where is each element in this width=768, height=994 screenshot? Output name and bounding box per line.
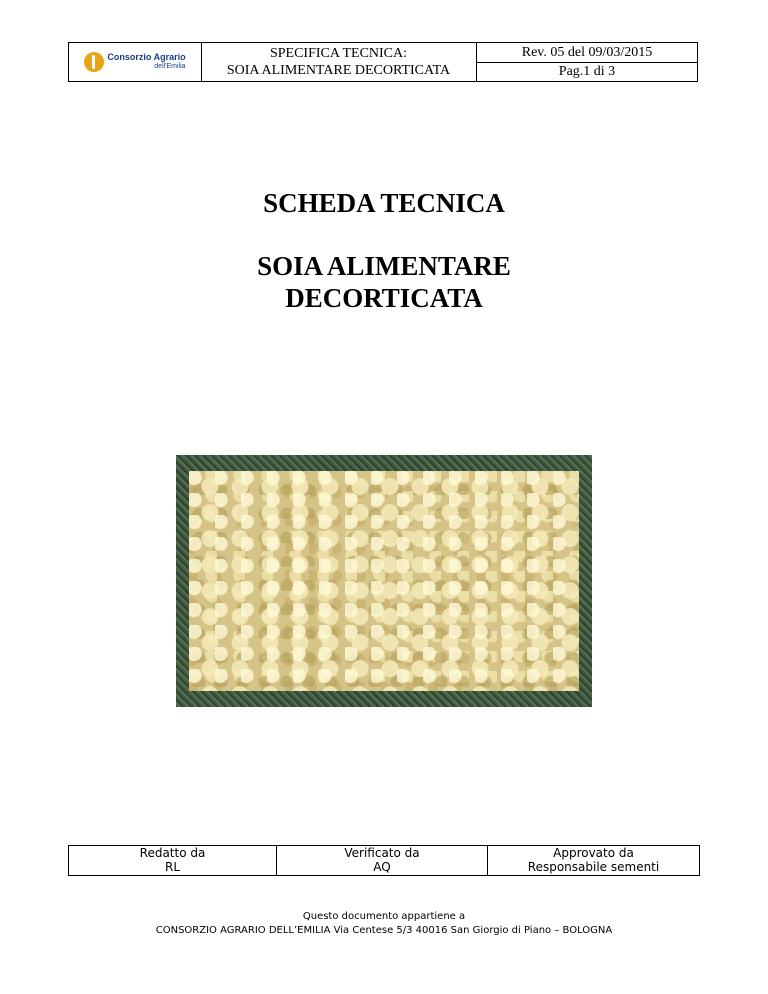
signature-name: Responsabile sementi bbox=[527, 860, 660, 874]
company-logo bbox=[84, 52, 185, 72]
page-title: SCHEDA TECNICA bbox=[263, 188, 505, 218]
revision-label: Rev. 05 del 09/03/2015 bbox=[477, 43, 697, 63]
product-photo-frame bbox=[176, 455, 592, 707]
signature-name: AQ bbox=[373, 860, 391, 874]
signature-role: Verificato da bbox=[344, 846, 420, 860]
signature-role: Approvato da bbox=[553, 846, 634, 860]
product-title-line1: SOIA ALIMENTARE bbox=[257, 251, 511, 281]
signature-name: RL bbox=[164, 860, 181, 874]
wheat-logo-icon bbox=[84, 52, 104, 72]
signature-table bbox=[68, 845, 700, 876]
product-photo bbox=[189, 471, 579, 691]
spec-title-cell bbox=[201, 43, 477, 81]
spec-title-line2: SOIA ALIMENTARE DECORTICATA bbox=[226, 63, 451, 78]
document-footer bbox=[0, 910, 768, 938]
spec-title-line1: SPECIFICA TECNICA: bbox=[269, 46, 408, 61]
signature-cell-verificato bbox=[277, 846, 488, 875]
page-number: Pag.1 di 3 bbox=[558, 64, 616, 79]
product-title bbox=[0, 250, 768, 314]
logo-cell bbox=[69, 43, 202, 81]
product-title-line2: DECORTICATA bbox=[285, 283, 483, 313]
document-header bbox=[68, 42, 698, 82]
signature-cell-approvato bbox=[488, 846, 699, 875]
footer-address: CONSORZIO AGRARIO DELL’EMILIA Via Centese 5/3 40016 San Giorgio di Piano – BOLOGNA bbox=[155, 925, 613, 936]
logo-text-line2: dell'Emilia bbox=[154, 63, 186, 70]
signature-cell-redatto bbox=[69, 846, 277, 875]
footer-ownership: Questo documento appartiene a bbox=[302, 911, 466, 922]
logo-text-line1: Consorzio Agrario bbox=[107, 52, 186, 62]
signature-role: Redatto da bbox=[139, 846, 206, 860]
